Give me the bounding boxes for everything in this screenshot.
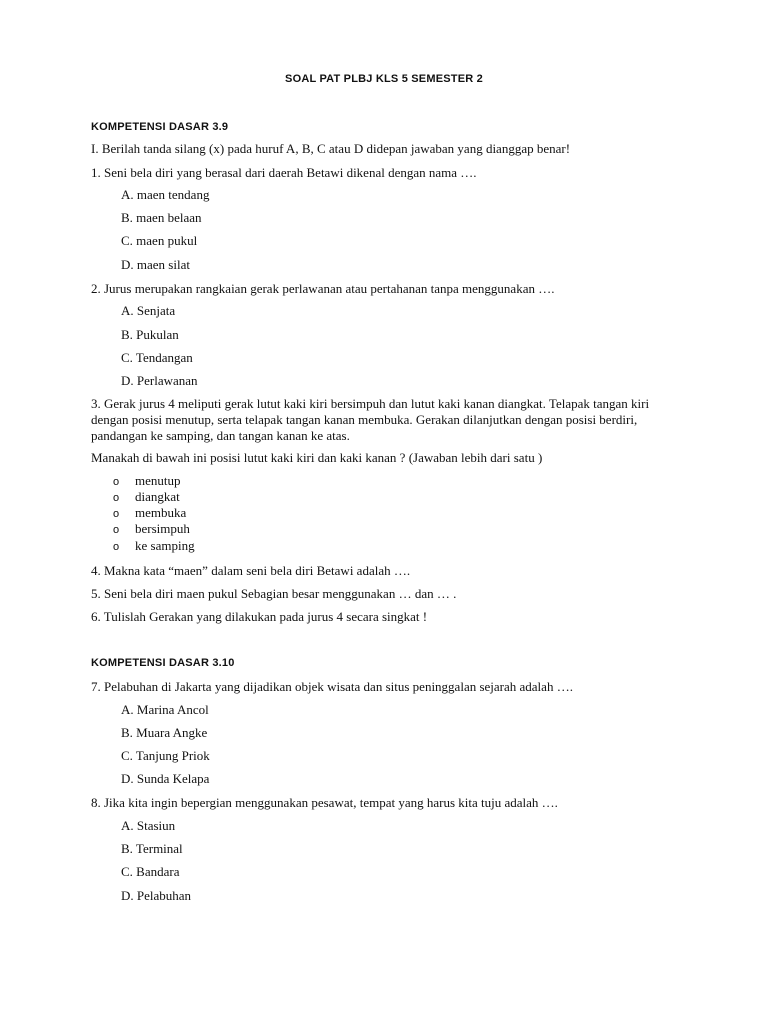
question-8-option-d: D. Pelabuhan [121, 888, 192, 903]
instruction-text: I. Berilah tanda silang (x) pada huruf A, B, C atau D didepan jawaban yang dianggap benar! [91, 141, 571, 156]
question-1-option-a: A. maen tendang [121, 187, 210, 202]
bullet-marker: o [113, 476, 120, 488]
bullet-text: diangkat [135, 489, 180, 504]
question-7-option-a: A. Marina Ancol [121, 702, 209, 717]
question-1-option-b: B. maen belaan [121, 210, 202, 225]
question-3: 3. Gerak jurus 4 meliputi gerak lutut kaki kiri bersimpuh dan lutut kaki kanan diangkat. Telapak tangan kiri dengan posisi menutup, serta telapak tangan kanan membuka. Gerakan dilanjutkan dengan posisi berdiri, pandangan ke samping, dan tangan kanan ke atas. [91, 396, 650, 443]
question-3-bullet-item [113, 473, 181, 489]
question-3-bullet-item [113, 521, 190, 537]
bullet-marker: o [113, 492, 120, 504]
question-3-bullet-item [113, 505, 186, 521]
question-1-option-c: C. maen pukul [121, 233, 198, 248]
question-6: 6. Tulislah Gerakan yang dilakukan pada jurus 4 secara singkat ! [91, 609, 428, 624]
question-1: 1. Seni bela diri yang berasal dari daerah Betawi dikenal dengan nama …. [91, 165, 477, 180]
bullet-marker: o [113, 524, 120, 536]
question-7-option-c: C. Tanjung Priok [121, 748, 210, 763]
question-3-bullet-item [113, 489, 180, 505]
question-2-option-a: A. Senjata [121, 303, 176, 318]
question-4: 4. Makna kata “maen” dalam seni bela diri Betawi adalah …. [91, 563, 411, 578]
section-heading-kd-3-9: KOMPETENSI DASAR 3.9 [91, 121, 229, 133]
question-2-option-c: C. Tendangan [121, 350, 193, 365]
question-5: 5. Seni bela diri maen pukul Sebagian besar menggunakan … dan … . [91, 586, 457, 601]
question-3-bullet-item [113, 538, 195, 554]
question-2: 2. Jurus merupakan rangkaian gerak perlawanan atau pertahanan tanpa menggunakan …. [91, 281, 555, 296]
question-2-option-d: D. Perlawanan [121, 373, 198, 388]
page-title: SOAL PAT PLBJ KLS 5 SEMESTER 2 [285, 73, 483, 85]
bullet-text: ke samping [135, 538, 195, 553]
bullet-text: bersimpuh [135, 521, 190, 536]
question-3-prompt: Manakah di bawah ini posisi lutut kaki kiri dan kaki kanan ? (Jawaban lebih dari satu ) [91, 450, 543, 465]
bullet-marker: o [113, 541, 120, 553]
section-heading-kd-3-10: KOMPETENSI DASAR 3.10 [91, 657, 235, 669]
question-1-option-d: D. maen silat [121, 257, 190, 272]
question-2-option-b: B. Pukulan [121, 327, 179, 342]
question-7: 7. Pelabuhan di Jakarta yang dijadikan objek wisata dan situs peninggalan sejarah adalah …. [91, 679, 573, 694]
question-8-option-b: B. Terminal [121, 841, 183, 856]
question-7-option-d: D. Sunda Kelapa [121, 771, 210, 786]
question-8: 8. Jika kita ingin bepergian menggunakan pesawat, tempat yang harus kita tuju adalah …. [91, 795, 558, 810]
question-7-option-b: B. Muara Angke [121, 725, 208, 740]
question-8-option-a: A. Stasiun [121, 818, 176, 833]
bullet-marker: o [113, 508, 120, 520]
bullet-text: membuka [135, 505, 187, 520]
bullet-text: menutup [135, 473, 181, 488]
question-8-option-c: C. Bandara [121, 864, 180, 879]
